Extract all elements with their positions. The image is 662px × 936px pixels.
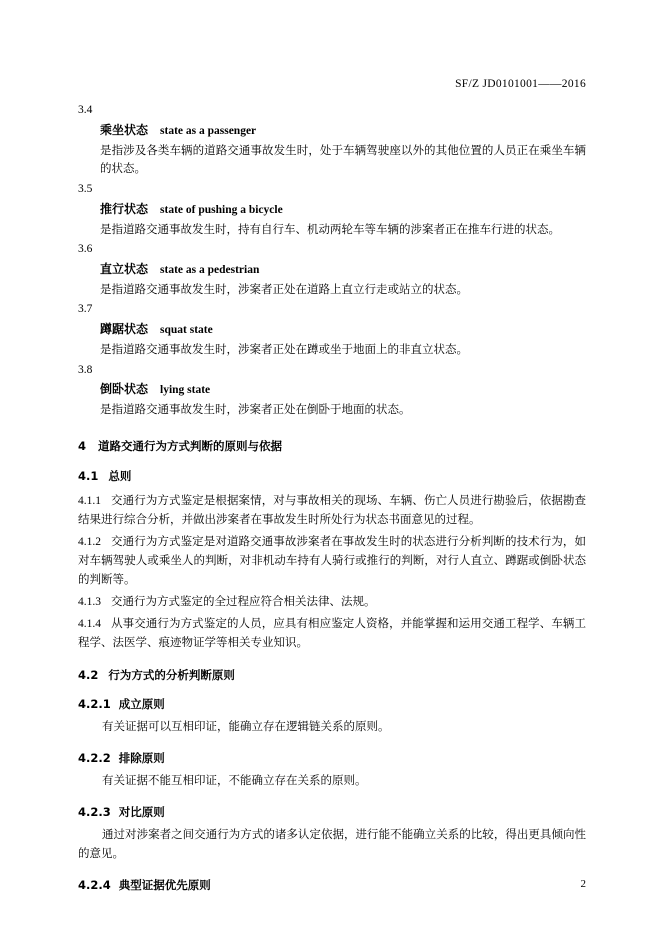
section-heading-4-1	[78, 468, 586, 484]
term-number: 3.4	[78, 104, 93, 116]
term-title-en: state as a passenger	[160, 124, 257, 137]
section-title: 道路交通行为方式判断的原则与依据	[98, 438, 283, 453]
clause-number: 4.2.4	[78, 877, 111, 892]
clause-title: 成立原则	[118, 696, 165, 711]
clause-4-1-2	[78, 533, 586, 590]
clause-text: 从事交通行为方式鉴定的人员，应具有相应鉴定人资格，并能掌握和运用交通工程学、车辆工程学、法医学、痕迹物证学等相关专业知识。	[78, 617, 586, 649]
page-number: 2	[580, 878, 586, 890]
clause-text: 交通行为方式鉴定的全过程应符合相关法律、法规。	[111, 595, 376, 608]
clause-number: 4.2.2	[78, 750, 111, 765]
clause-text-4-2-2: 有关证据不能互相印证，不能确立存在关系的原则。	[102, 774, 367, 787]
term-title	[100, 320, 586, 340]
clause-4-1-3	[78, 593, 586, 612]
term-definition: 是指涉及各类车辆的道路交通事故发生时，处于车辆驾驶座以外的其他位置的人员正在乘坐车辆的状态。	[100, 144, 586, 176]
term-definition: 是指道路交通事故发生时，涉案者正处在道路上直立行走或站立的状态。	[100, 283, 468, 296]
term-number: 3.5	[78, 182, 93, 195]
clause-number: 4.2.3	[78, 804, 111, 819]
clause-number: 4.1.3	[78, 595, 101, 608]
section-heading-4	[78, 438, 586, 454]
subsection-title: 行为方式的分析判断原则	[108, 667, 235, 682]
term-number: 3.8	[78, 363, 93, 376]
clause-number: 4.2.1	[78, 696, 111, 711]
subsection-title: 总则	[108, 468, 132, 483]
term-definition: 是指道路交通事故发生时，涉案者正处在蹲或坐于地面上的非直立状态。	[100, 344, 468, 356]
clause-text-4-2-1: 有关证据可以互相印证，能确立存在逻辑链关系的原则。	[102, 720, 390, 733]
clause-number: 4.1.1	[78, 494, 101, 507]
subsection-number: 4.1	[78, 468, 99, 483]
term-title-en: state of pushing a bicycle	[160, 203, 283, 216]
clause-heading-4-2-3	[78, 804, 586, 820]
clause-4-1-1	[78, 492, 586, 530]
term-title	[100, 121, 586, 141]
clause-heading-4-2-4	[78, 877, 586, 893]
clause-heading-4-2-2	[78, 750, 586, 766]
clause-title: 对比原则	[118, 804, 165, 819]
clause-text: 交通行为方式鉴定是对道路交通事故涉案者在事故发生时的状态进行分析判断的技术行为，如对车辆驾驶人或乘坐人的判断，对非机动车持有人骑行或推行的判断，对行人直立、蹲踞或倒卧状态的判断等。	[78, 535, 586, 586]
term-number: 3.7	[78, 303, 93, 316]
clause-text: 交通行为方式鉴定是根据案情，对与事故相关的现场、车辆、伤亡人员进行勘验后，依据勘查结果进行综合分析，并做出涉案者在事故发生时所处行为状态书面意见的过程。	[78, 494, 586, 526]
clause-heading-4-2-1	[78, 696, 586, 712]
term-title-zh: 蹲踞状态	[100, 322, 149, 337]
clause-title: 排除原则	[118, 750, 165, 765]
term-number: 3.6	[78, 243, 93, 256]
page-content	[78, 78, 586, 899]
clause-title: 典型证据优先原则	[118, 877, 211, 892]
clause-number: 4.1.2	[78, 535, 101, 548]
clause-4-1-4	[78, 615, 586, 653]
term-title-zh: 推行状态	[100, 201, 149, 216]
term-title	[100, 380, 586, 400]
term-title	[100, 200, 586, 220]
term-title	[100, 260, 586, 280]
page-header: SF/Z JD0101001——2016	[455, 78, 586, 90]
section-heading-4-2	[78, 667, 586, 683]
term-definition: 是指道路交通事故发生时，涉案者正处在倒卧于地面的状态。	[100, 404, 411, 417]
term-title-zh: 倒卧状态	[100, 382, 149, 397]
clause-text-4-2-3: 通过对涉案者之间交通行为方式的诸多认定依据，进行能不能确立关系的比较，得出更具倾向性的意见。	[78, 828, 586, 860]
clause-number: 4.1.4	[78, 617, 101, 630]
term-title-en: lying state	[160, 384, 211, 397]
subsection-number: 4.2	[78, 667, 99, 682]
term-title-zh: 乘坐状态	[100, 122, 149, 137]
section-number: 4	[78, 438, 87, 453]
term-title-en: squat state	[160, 324, 213, 337]
term-title-en: state as a pedestrian	[160, 263, 260, 276]
clause-group-4-1	[78, 492, 586, 653]
term-title-zh: 直立状态	[100, 261, 149, 276]
term-definition: 是指道路交通事故发生时，持有自行车、机动两轮车等车辆的涉案者正在推车行进的状态。	[100, 223, 560, 236]
